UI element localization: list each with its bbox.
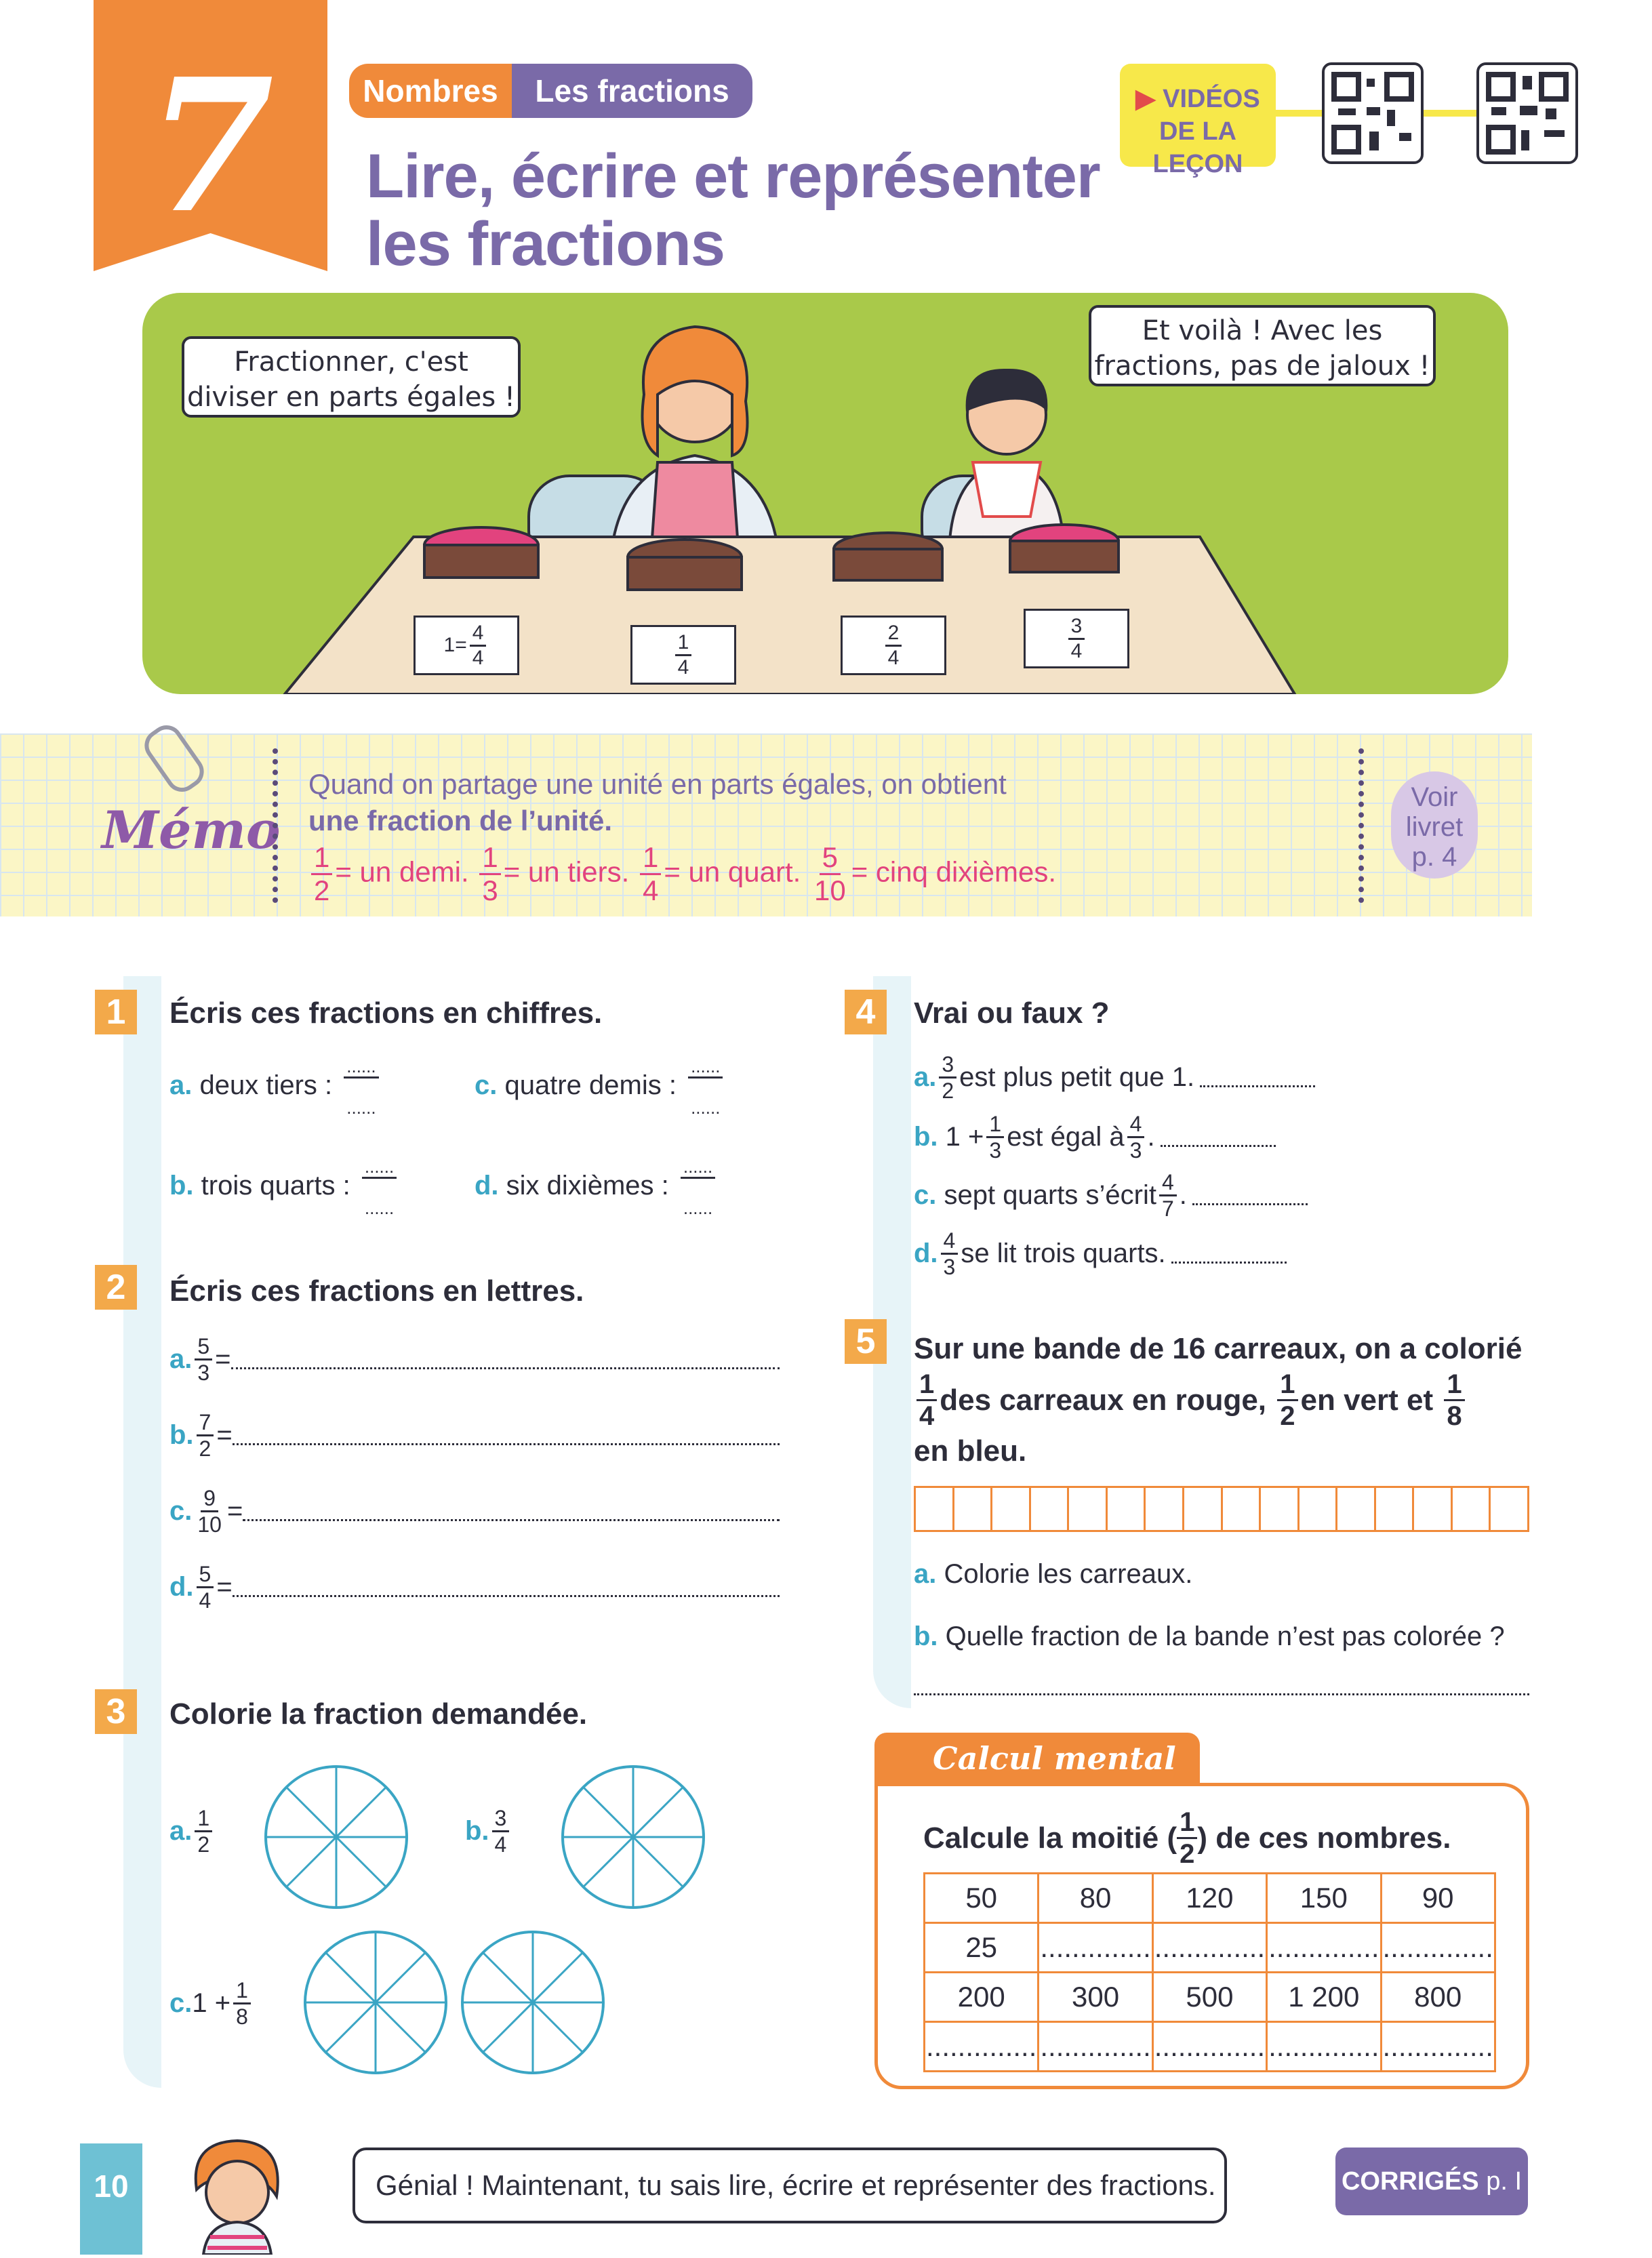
- boy-speech-bubble: Et voilà ! Avec les fractions, pas de jaloux !: [1089, 305, 1436, 386]
- strip-cell[interactable]: [1069, 1488, 1108, 1530]
- exercise-question: Colorie la fraction demandée.: [169, 1697, 588, 1731]
- strip-cell[interactable]: [1146, 1488, 1184, 1530]
- corriges-button[interactable]: CORRIGÉS p. I: [1335, 2148, 1528, 2215]
- answer-blank[interactable]: ...... ......: [362, 1158, 397, 1217]
- calcul-mental-table: [923, 1872, 1496, 2072]
- ex1-item-c: c. quatre demis : ...... ......: [475, 1057, 725, 1116]
- strip-cell[interactable]: [992, 1488, 1031, 1530]
- strip-cell[interactable]: [1337, 1488, 1376, 1530]
- fraction-card: 3 4: [1024, 609, 1129, 668]
- ex2-item-c: c. $\frac{9}{10}$ =: [169, 1487, 780, 1535]
- ex4-item-b: b. 1 + $\frac{1}{3}$ est égal à 4 3 .: [914, 1113, 1276, 1161]
- table-row: 50 80 120 150 90: [925, 1874, 1495, 1923]
- calcul-mental-tab: Calcul mental: [874, 1733, 1200, 1784]
- answer-line[interactable]: [231, 1350, 780, 1369]
- ex5-item-a: a. Colorie les carreaux.: [914, 1559, 1193, 1589]
- exercise-number: 5: [845, 1319, 887, 1364]
- memo-examples: $\frac{1}{2}$ = un demi. $\frac{1}{3}$ = un tiers. $\frac{1}{4}$ = un quart. $\frac{5}{10}$ = cinq dixièmes.: [308, 843, 1325, 905]
- qr-code-icon[interactable]: [1476, 62, 1578, 164]
- exercise-question: Vrai ou faux ?: [914, 996, 1110, 1030]
- ex4-item-a: a. 3 2 est plus petit que 1.: [914, 1053, 1315, 1102]
- exercise-question: Sur une bande de 16 carreaux, on a colorié 1 4 des carreaux en rouge, 1 2 en vert et 1 8 en bleu.: [914, 1332, 1523, 1468]
- play-icon: ▶: [1135, 85, 1156, 113]
- fraction-circle-8-parts[interactable]: [301, 1928, 450, 2077]
- memo-divider: [273, 748, 283, 903]
- video-label-2: DE LA LEÇON: [1152, 117, 1243, 178]
- exercise-number: 3: [95, 1689, 137, 1734]
- strip-cell[interactable]: [1031, 1488, 1070, 1530]
- memo-content: Quand on partage une unité en parts égales, on obtient une fraction de l’unité. $\frac{1}{2}$ = un demi. $\frac{1}{3}$ = un tiers. $\frac{1}{4}$ = un quart. $\frac{5}{10}$ = cinq dixièmes.: [308, 766, 1325, 905]
- fraction-card: 1 4: [630, 625, 736, 685]
- table-row: 200 300 500 1 200 800: [925, 1973, 1495, 2022]
- answer-blank[interactable]: ...... ......: [688, 1057, 723, 1116]
- footer-speech-bubble: Génial ! Maintenant, tu sais lire, écrire et représenter des fractions.: [352, 2148, 1227, 2223]
- exercise-number: 1: [95, 990, 137, 1034]
- ex1-item-d: d. six dixièmes : ...... ......: [475, 1158, 718, 1217]
- exercise-question: Écris ces fractions en chiffres.: [169, 996, 603, 1030]
- voir-livret-badge[interactable]: Voir livret p. 4: [1391, 771, 1478, 879]
- strip-cell[interactable]: [1414, 1488, 1453, 1530]
- fraction-circle-8-parts[interactable]: [458, 1928, 607, 2077]
- girl-speech-bubble: Fractionner, c'est diviser en parts égales !: [182, 336, 521, 418]
- strip-cell[interactable]: [1223, 1488, 1262, 1530]
- strip-cell[interactable]: [1184, 1488, 1223, 1530]
- qr-code-icon[interactable]: [1322, 62, 1424, 164]
- answer-line[interactable]: [233, 1426, 780, 1445]
- page-title: [366, 142, 1112, 278]
- ex4-item-d: d. 4 3 se lit trois quarts.: [914, 1230, 1287, 1278]
- ex2-item-a: a. $\frac{5}{3}$ =: [169, 1335, 780, 1384]
- video-button[interactable]: [1120, 64, 1276, 178]
- ex2-item-b: b. $\frac{7}{2}$ =: [169, 1411, 780, 1459]
- answer-line[interactable]: [1200, 1068, 1315, 1087]
- strip-cell[interactable]: [954, 1488, 993, 1530]
- ex4-item-c: c. sept quarts s’écrit 4 7 .: [914, 1171, 1308, 1219]
- table-row: .............. .............. .............. .............. ..............: [925, 2022, 1495, 2072]
- ex3-item-c: c. 1 + $\frac{1}{8}$: [169, 1979, 254, 2028]
- ex5-item-b: b. Quelle fraction de la bande n’est pas colorée ?: [914, 1621, 1505, 1651]
- strip-cell[interactable]: [1453, 1488, 1491, 1530]
- exercise-number: 2: [95, 1265, 137, 1310]
- lesson-number: 7: [146, 38, 275, 254]
- answer-line[interactable]: [1171, 1244, 1287, 1264]
- ex3-item-a: a. 1 2: [169, 1807, 215, 1855]
- strip-cell[interactable]: [1261, 1488, 1300, 1530]
- girl-avatar: [183, 2135, 291, 2258]
- answer-blank[interactable]: ...... ......: [344, 1057, 378, 1116]
- ex1-item-b: b. trois quarts : ...... ......: [169, 1158, 399, 1217]
- answer-blank[interactable]: ...... ......: [681, 1158, 715, 1217]
- sixteen-cell-strip: [914, 1486, 1529, 1532]
- strip-cell[interactable]: [1108, 1488, 1146, 1530]
- ex2-item-d: d. $\frac{5}{4}$ =: [169, 1563, 780, 1611]
- calcul-mental-prompt: Calcule la moitié ( 1 2 ) de ces nombres.: [923, 1807, 1451, 1869]
- left-column-bar: [123, 976, 161, 2088]
- answer-line[interactable]: [233, 1577, 780, 1597]
- strip-cell[interactable]: [1300, 1488, 1338, 1530]
- title-line-2: les fractions: [366, 209, 725, 279]
- strip-cell[interactable]: [1376, 1488, 1415, 1530]
- answer-line[interactable]: [1161, 1127, 1276, 1147]
- fraction-card: 2 4: [841, 616, 946, 675]
- ex1-item-a: a. deux tiers : ...... ......: [169, 1057, 382, 1116]
- memo-title: Mémo: [102, 800, 281, 860]
- exercise-number: 4: [845, 990, 887, 1034]
- tag-topic: Les fractions: [512, 64, 752, 118]
- answer-line[interactable]: [1192, 1186, 1308, 1205]
- memo-divider: [1358, 748, 1369, 903]
- answer-line[interactable]: [914, 1680, 1529, 1695]
- fraction-circle-8-parts[interactable]: [559, 1762, 708, 1912]
- tag-domain: Nombres: [349, 64, 512, 118]
- strip-cell[interactable]: [1491, 1488, 1527, 1530]
- fraction-circle-8-parts[interactable]: [262, 1762, 411, 1912]
- exercise-question: Écris ces fractions en lettres.: [169, 1274, 584, 1308]
- title-line-1: Lire, écrire et représenter: [366, 142, 1100, 211]
- page-number: 10: [80, 2143, 142, 2255]
- ex3-item-b: b. 3 4: [465, 1807, 512, 1855]
- video-label-1: VIDÉOS: [1163, 85, 1260, 113]
- table-row: 25 .............. .............. .............. ..............: [925, 1923, 1495, 1973]
- answer-line[interactable]: [243, 1501, 780, 1521]
- fraction-card: 1= $\frac{4}{4}$: [414, 616, 519, 675]
- strip-cell[interactable]: [916, 1488, 954, 1530]
